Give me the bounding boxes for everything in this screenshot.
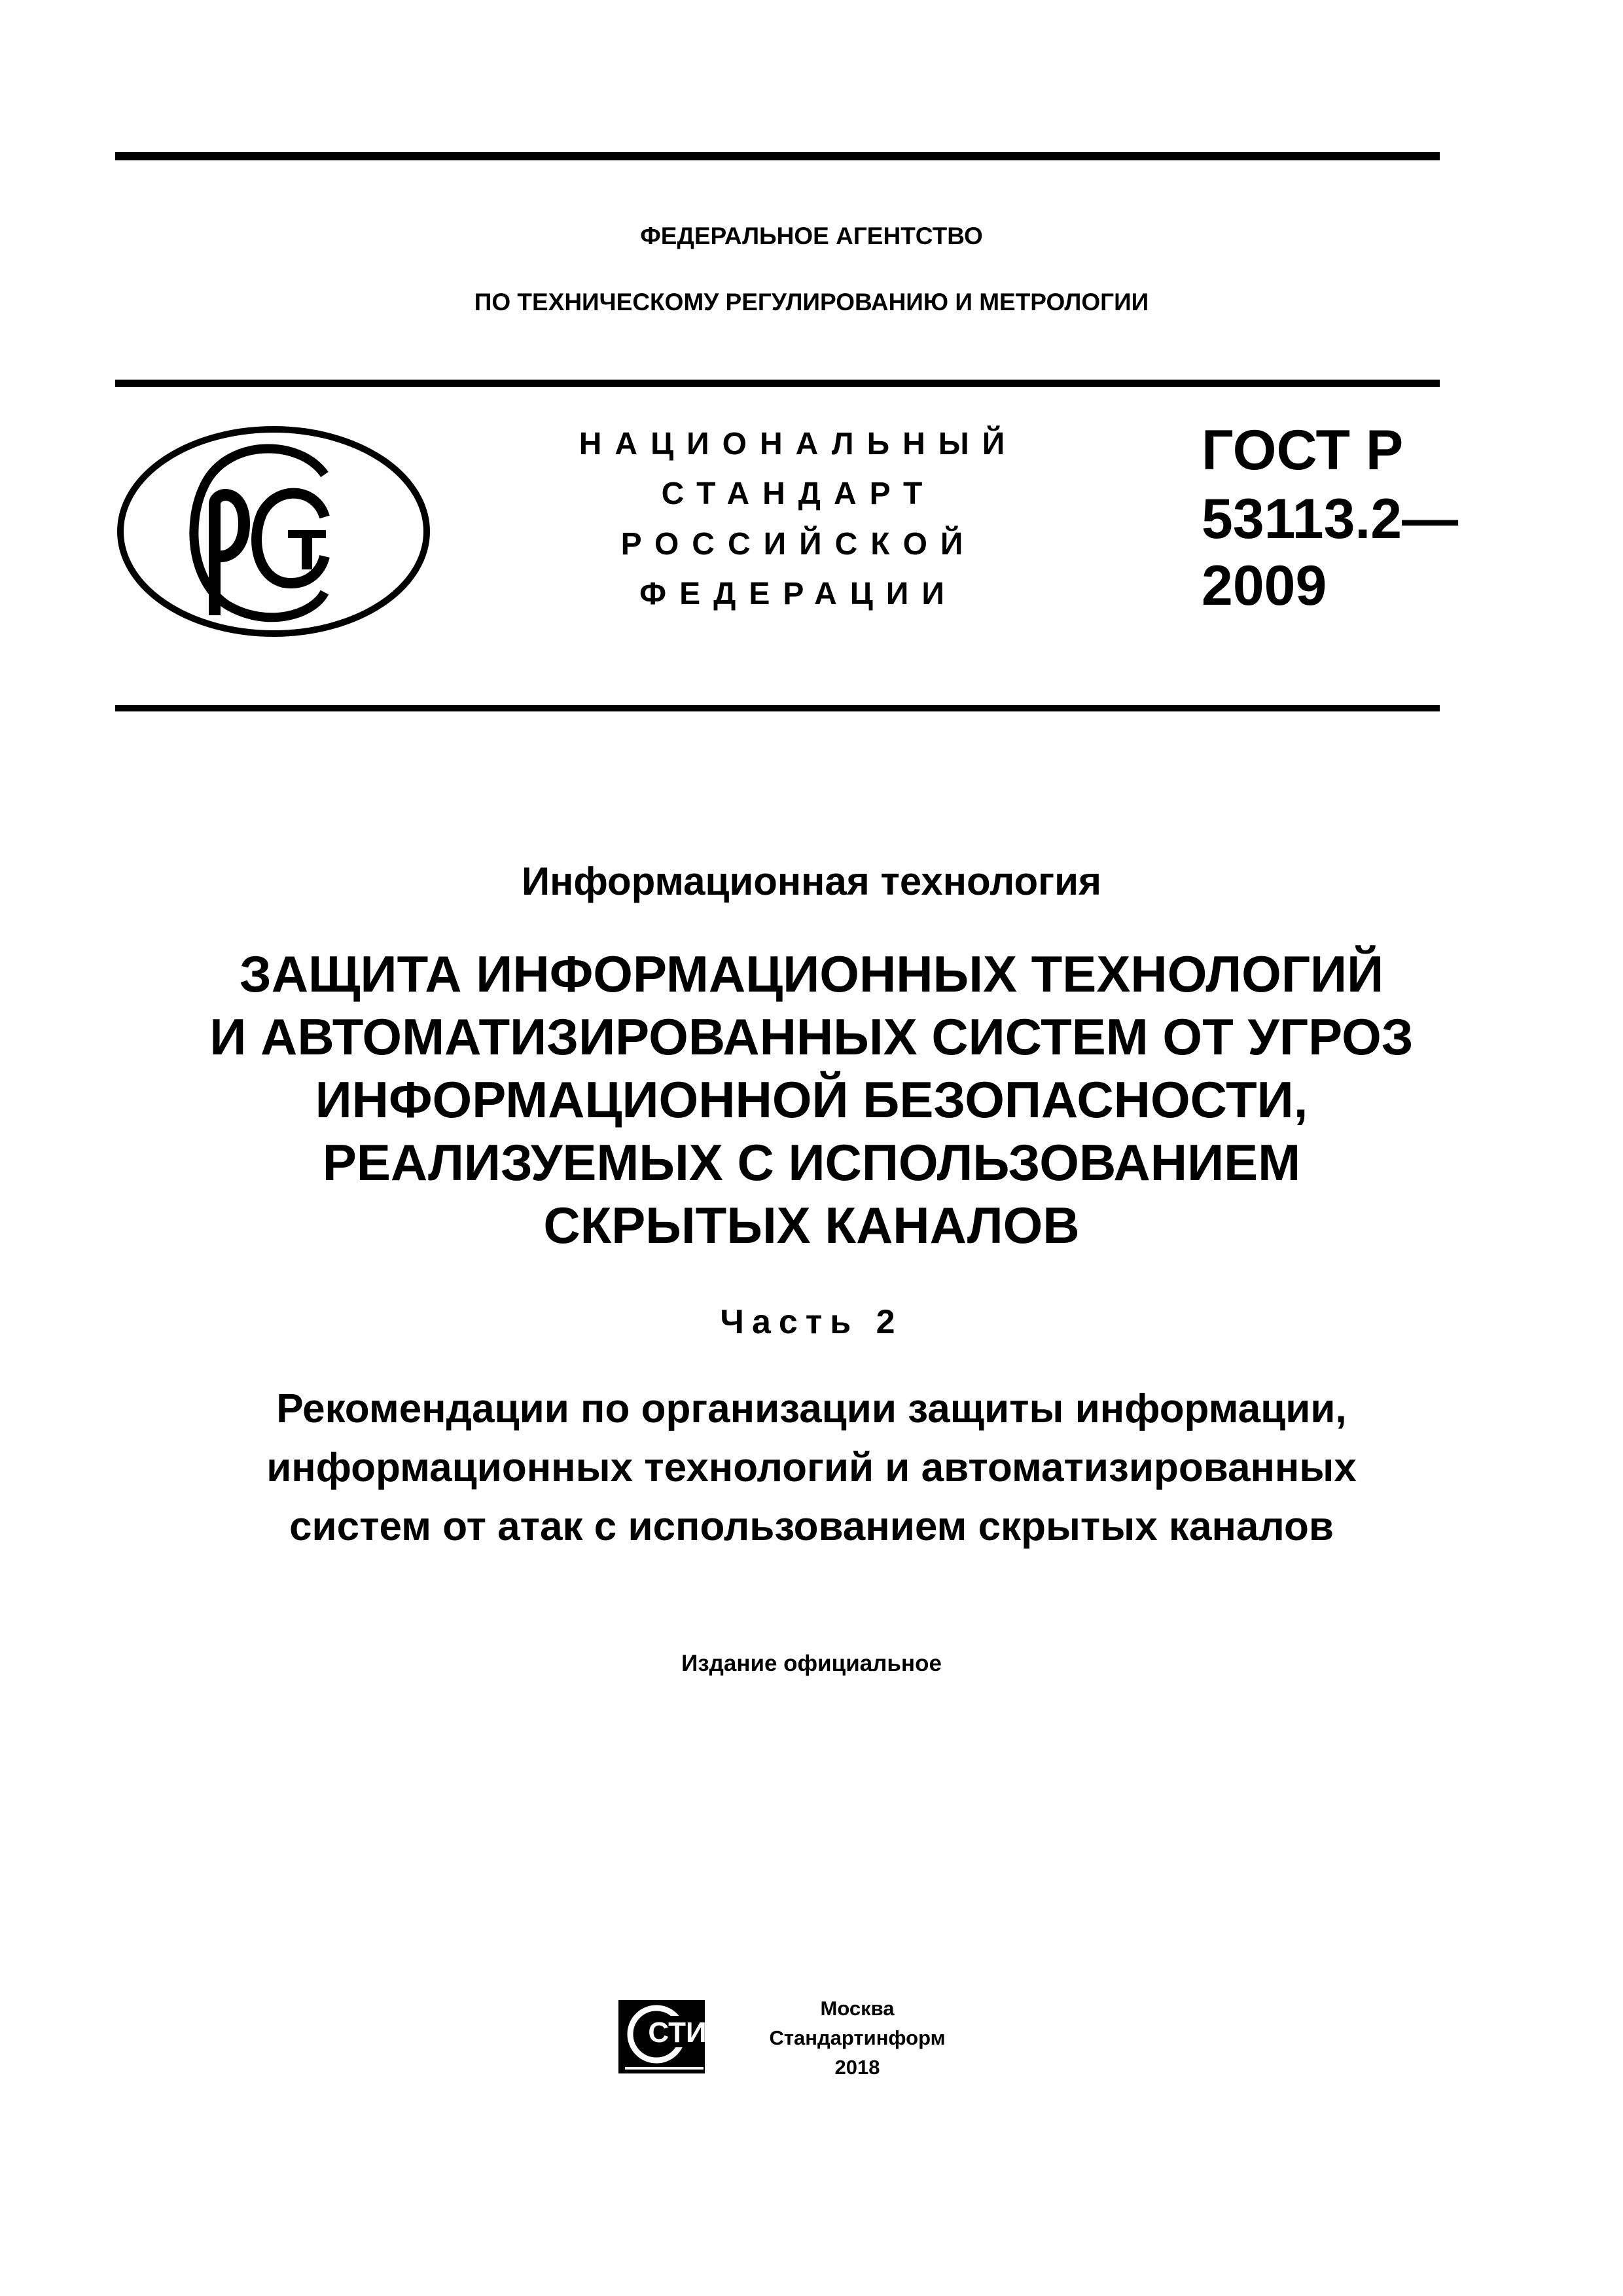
national-line: РОССИЙСКОЙ: [620, 527, 976, 562]
title-line: РЕАЛИЗУЕМЫХ С ИСПОЛЬЗОВАНИЕМ: [322, 1134, 1301, 1191]
gost-line: 2009: [1202, 554, 1327, 617]
publisher-logo-icon: [612, 1996, 710, 2081]
agency-line-2: ПО ТЕХНИЧЕСКОМУ РЕГУЛИРОВАНИЮ И МЕТРОЛОГИИ: [474, 289, 1149, 315]
title-line: ИНФОРМАЦИОННОЙ БЕЗОПАСНОСТИ,: [315, 1071, 1308, 1128]
gost-line: ГОСТ Р: [1202, 419, 1404, 482]
national-line: СТАНДАРТ: [661, 476, 936, 511]
subtitle-line: Рекомендации по организации защиты информации,: [276, 1386, 1347, 1431]
publisher-year: 2018: [834, 2056, 880, 2079]
publisher-name: Стандартинформ: [769, 2026, 946, 2049]
publisher-city: Москва: [820, 1997, 895, 2020]
subtitle: [0, 1380, 1623, 1556]
rule-2: [115, 380, 1440, 387]
rule-3: [115, 705, 1440, 711]
part-label: Часть 2: [720, 1303, 903, 1341]
national-line: ФЕДЕРАЦИИ: [639, 577, 957, 611]
document-title: [0, 942, 1623, 1257]
subtitle-line: систем от атак с использованием скрытых каналов: [289, 1504, 1334, 1549]
title-line: ЗАЩИТА ИНФОРМАЦИОННЫХ ТЕХНОЛОГИЙ: [239, 945, 1384, 1003]
subtitle-line: информационных технологий и автоматизированных: [266, 1445, 1357, 1490]
publisher-logo-text: СТИ: [648, 2017, 707, 2049]
agency-line-1: ФЕДЕРАЛЬНОЕ АГЕНТСТВО: [640, 223, 983, 249]
title-line: И АВТОМАТИЗИРОВАННЫХ СИСТЕМ ОТ УГРОЗ: [209, 1008, 1414, 1066]
rst-logo-icon: [116, 425, 431, 638]
edition-label: Издание официальное: [681, 1651, 942, 1676]
title-line: СКРЫТЫХ КАНАЛОВ: [543, 1196, 1080, 1254]
top-rule: [115, 152, 1440, 160]
national-line: НАЦИОНАЛЬНЫЙ: [579, 427, 1018, 461]
gost-line: 53113.2—: [1202, 488, 1459, 550]
topic: Информационная технология: [521, 859, 1102, 903]
